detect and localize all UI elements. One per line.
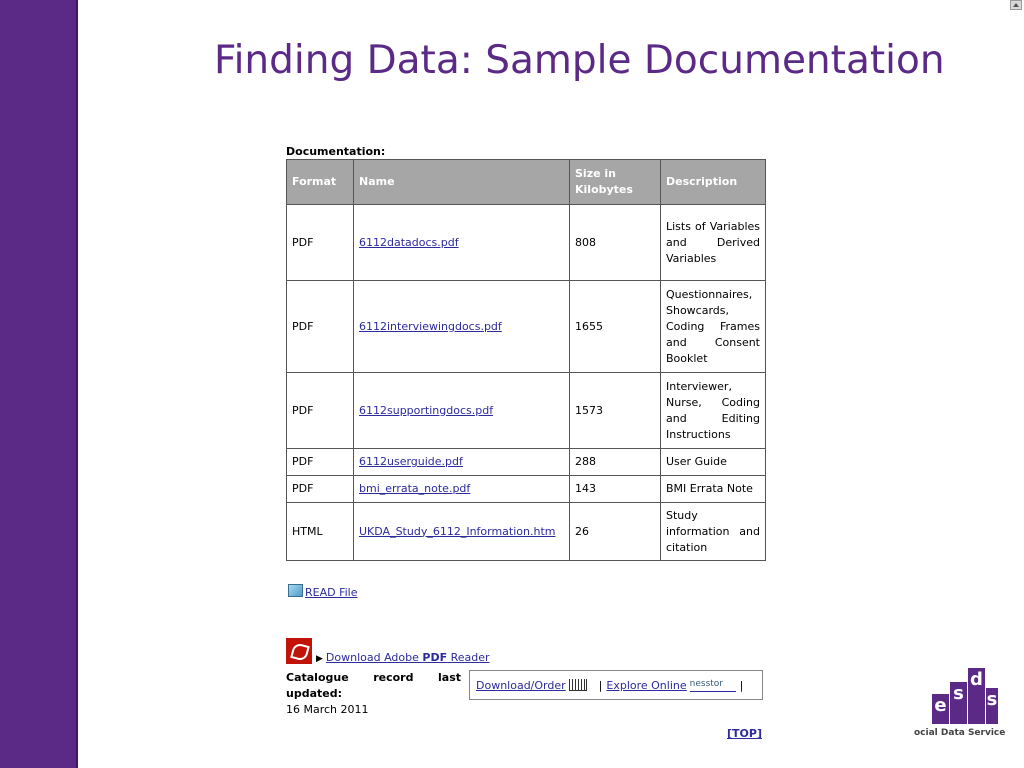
documentation-heading: Documentation: (286, 145, 386, 158)
file-link[interactable]: 6112userguide.pdf (359, 455, 463, 468)
cell-name (354, 281, 570, 373)
cell-name (354, 373, 570, 449)
download-reader-link[interactable] (326, 651, 490, 664)
cell-description: Questionnaires, Showcards, Coding Frames and Consent Booklet (661, 281, 766, 373)
cell-name (354, 205, 570, 281)
adobe-pdf-icon[interactable] (286, 638, 312, 664)
cell-format: PDF (287, 449, 354, 476)
column-header-name: Name (354, 160, 570, 205)
logo-bar-s2: s (986, 688, 998, 724)
separator: | (598, 678, 603, 692)
cell-description: BMI Errata Note (661, 476, 766, 503)
arrow-right-icon: ▶ (316, 654, 323, 664)
file-link[interactable]: bmi_errata_note.pdf (359, 482, 471, 495)
file-link[interactable]: 6112interviewingdocs.pdf (359, 319, 502, 333)
cell-description: Study information and citation (661, 503, 766, 561)
cell-format: PDF (287, 373, 354, 449)
cell-name (354, 503, 570, 561)
column-header-description: Description (661, 160, 766, 205)
separator: | (739, 678, 744, 692)
download-reader-bold: PDF (422, 651, 448, 664)
cell-size: 1655 (570, 281, 661, 373)
cell-name (354, 449, 570, 476)
explore-online-link[interactable]: Explore Online (606, 678, 687, 692)
top-link-wrapper (727, 727, 762, 740)
cell-size: 26 (570, 503, 661, 561)
slide-title: Finding Data: Sample Documentation (214, 38, 945, 83)
cell-size: 1573 (570, 373, 661, 449)
table-row (287, 373, 766, 449)
logo-bar-e: e (932, 694, 949, 724)
cell-description: Interviewer, Nurse, Coding and Editing Instructions (661, 373, 766, 449)
cell-description: User Guide (661, 449, 766, 476)
cell-name (354, 476, 570, 503)
table-row (287, 281, 766, 373)
table-row (287, 449, 766, 476)
file-link[interactable]: 6112supportingdocs.pdf (359, 403, 494, 417)
catalogue-label: Catalogue record last updated: (286, 671, 461, 700)
logo-tagline: ocial Data Service (914, 728, 1006, 738)
left-accent-bar (0, 0, 78, 768)
read-file-row (288, 584, 358, 599)
top-link[interactable]: [TOP] (727, 727, 762, 740)
cell-size: 808 (570, 205, 661, 281)
nesstor-logo[interactable]: nesstor (690, 679, 736, 692)
cell-description: Lists of Variables and Derived Variables (661, 205, 766, 281)
catalogue-date: 16 March 2011 (286, 703, 369, 716)
column-header-size: Size in Kilobytes (570, 160, 661, 205)
table-row (287, 503, 766, 561)
cell-size: 288 (570, 449, 661, 476)
table-row (287, 205, 766, 281)
logo-bar-d: d (968, 668, 985, 724)
actions-box (469, 670, 763, 700)
logo-bar-s: s (950, 682, 967, 724)
scroll-up-icon[interactable] (1010, 0, 1022, 10)
download-order-link[interactable]: Download/Order (476, 678, 566, 692)
download-reader-suffix: Reader (447, 651, 490, 664)
file-link[interactable]: UKDA_Study_6112_Information.htm (359, 524, 556, 538)
read-file-link[interactable]: READ File (305, 586, 358, 599)
esds-logo (914, 668, 1006, 742)
file-link[interactable]: 6112datadocs.pdf (359, 235, 459, 249)
column-header-format: Format (287, 160, 354, 205)
cell-format: PDF (287, 205, 354, 281)
table-header-row (287, 160, 766, 205)
cell-format: HTML (287, 503, 354, 561)
cell-size: 143 (570, 476, 661, 503)
download-reader-prefix: Download Adobe (325, 651, 423, 664)
basket-icon[interactable] (569, 679, 587, 691)
cell-format: PDF (287, 476, 354, 503)
cell-format: PDF (287, 281, 354, 373)
table-row (287, 476, 766, 503)
pdf-reader-row (286, 638, 490, 664)
catalogue-record (286, 670, 461, 718)
documentation-table (286, 159, 766, 561)
read-file-icon (288, 584, 303, 597)
